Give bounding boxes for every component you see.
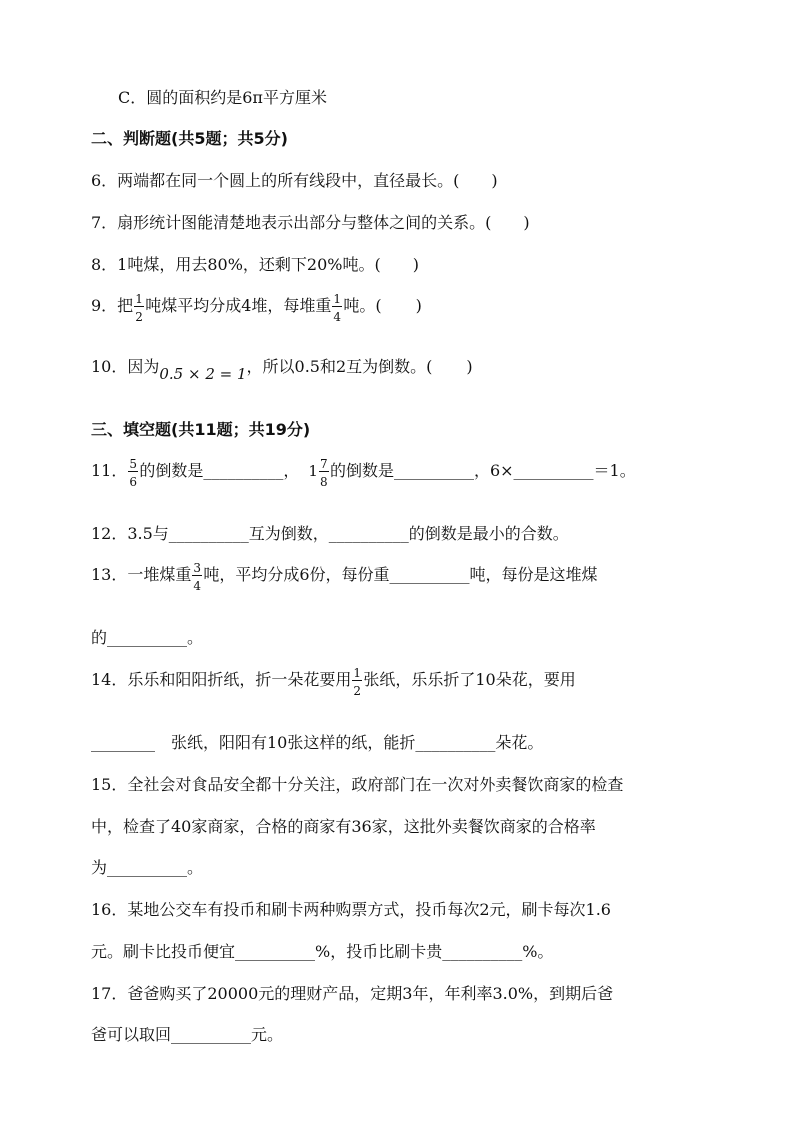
denominator: 8 <box>319 475 328 489</box>
question-11-number: 11． <box>91 461 128 480</box>
question-10-text-a: 10．因为 <box>91 357 160 376</box>
question-13-text-b: 吨，平均分成6份，每份重__________吨，每份是这堆煤 <box>203 565 598 584</box>
question-11 <box>91 457 636 489</box>
question-14 <box>91 666 576 698</box>
numerator: 7 <box>319 457 328 471</box>
fraction-bar <box>332 306 342 307</box>
question-10 <box>91 355 473 383</box>
section-3-title: 三、填空题(共11题；共19分) <box>91 420 311 439</box>
fraction-one-half <box>352 666 362 698</box>
question-9-text-a: 9．把 <box>91 296 134 315</box>
numerator: 3 <box>193 561 202 575</box>
question-16-line-2: 元。刷卡比投币便宜__________%，投币比刷卡贵__________%。 <box>91 942 554 961</box>
question-17-line-1: 17．爸爸购买了20000元的理财产品，定期3年，年利率3.0%，到期后爸 <box>91 984 614 1003</box>
question-15-line-1: 15．全社会对食品安全都十分关注，政府部门在一次对外卖餐饮商家的检查 <box>91 775 624 794</box>
question-14-text-b: 张纸，乐乐折了10朵花，要用 <box>363 670 576 689</box>
numerator: 1 <box>333 292 342 306</box>
question-8: 8．1吨煤，用去80%，还剩下20%吨。( ) <box>91 255 419 274</box>
question-9-text-b: 吨煤平均分成4堆，每堆重 <box>145 296 332 315</box>
question-11-text-a: 的倒数是__________， <box>139 461 300 480</box>
fraction-bar <box>192 575 202 576</box>
question-13 <box>91 561 598 593</box>
fraction-three-quarters <box>192 561 202 593</box>
fraction-bar <box>319 471 329 472</box>
denominator: 2 <box>135 310 143 324</box>
option-c: C．圆的面积约是6π平方厘米 <box>118 88 327 107</box>
question-15-line-3: 为__________。 <box>91 858 204 877</box>
question-14-line-2: ________ 张纸，阳阳有10张这样的纸，能折__________朵花。 <box>91 733 544 752</box>
question-15-line-2: 中，检查了40家商家，合格的商家有36家，这批外卖餐饮商家的合格率 <box>91 817 596 836</box>
numerator: 1 <box>135 292 143 306</box>
question-17-line-2: 爸可以取回__________元。 <box>91 1025 284 1044</box>
question-13-text-a: 13．一堆煤重 <box>91 565 192 584</box>
fraction-seven-eighths <box>319 457 329 489</box>
fraction-bar <box>352 680 362 681</box>
fraction-bar <box>128 471 138 472</box>
fraction-one-half <box>134 292 144 324</box>
denominator: 4 <box>193 579 202 593</box>
question-9-text-c: 吨。( <box>343 296 382 315</box>
question-10-text-c: ) <box>466 357 473 376</box>
question-16-line-1: 16．某地公交车有投币和刷卡两种购票方式，投币每次2元，刷卡每次1.6 <box>91 900 611 919</box>
question-9 <box>91 292 422 324</box>
fraction-five-sixths <box>128 457 138 489</box>
section-2-title: 二、判断题(共5题；共5分) <box>91 129 288 148</box>
fraction-bar <box>134 306 144 307</box>
fraction-one-quarter <box>332 292 342 324</box>
question-7: 7．扇形统计图能清楚地表示出部分与整体之间的关系。( ) <box>91 213 530 232</box>
question-12: 12．3.5与__________互为倒数，__________的倒数是最小的合数。 <box>91 524 569 543</box>
question-14-text-a: 14．乐乐和阳阳折纸，折一朵花要用 <box>91 670 352 689</box>
equation: 0.5 × 2 = 1 <box>159 365 247 383</box>
question-10-text-b: ，所以0.5和2互为倒数。( <box>246 357 433 376</box>
denominator: 2 <box>353 684 362 698</box>
question-9-text-d: ) <box>415 296 422 315</box>
numerator: 1 <box>353 666 362 680</box>
numerator: 5 <box>129 457 138 471</box>
mixed-number-whole: 1 <box>308 462 318 480</box>
question-6: 6．两端都在同一个圆上的所有线段中，直径最长。( ) <box>91 171 498 190</box>
question-11-text-b: 的倒数是__________，6×__________＝1。 <box>329 461 636 480</box>
denominator: 6 <box>129 475 138 489</box>
denominator: 4 <box>333 310 342 324</box>
question-13-line-2: 的__________。 <box>91 628 204 647</box>
